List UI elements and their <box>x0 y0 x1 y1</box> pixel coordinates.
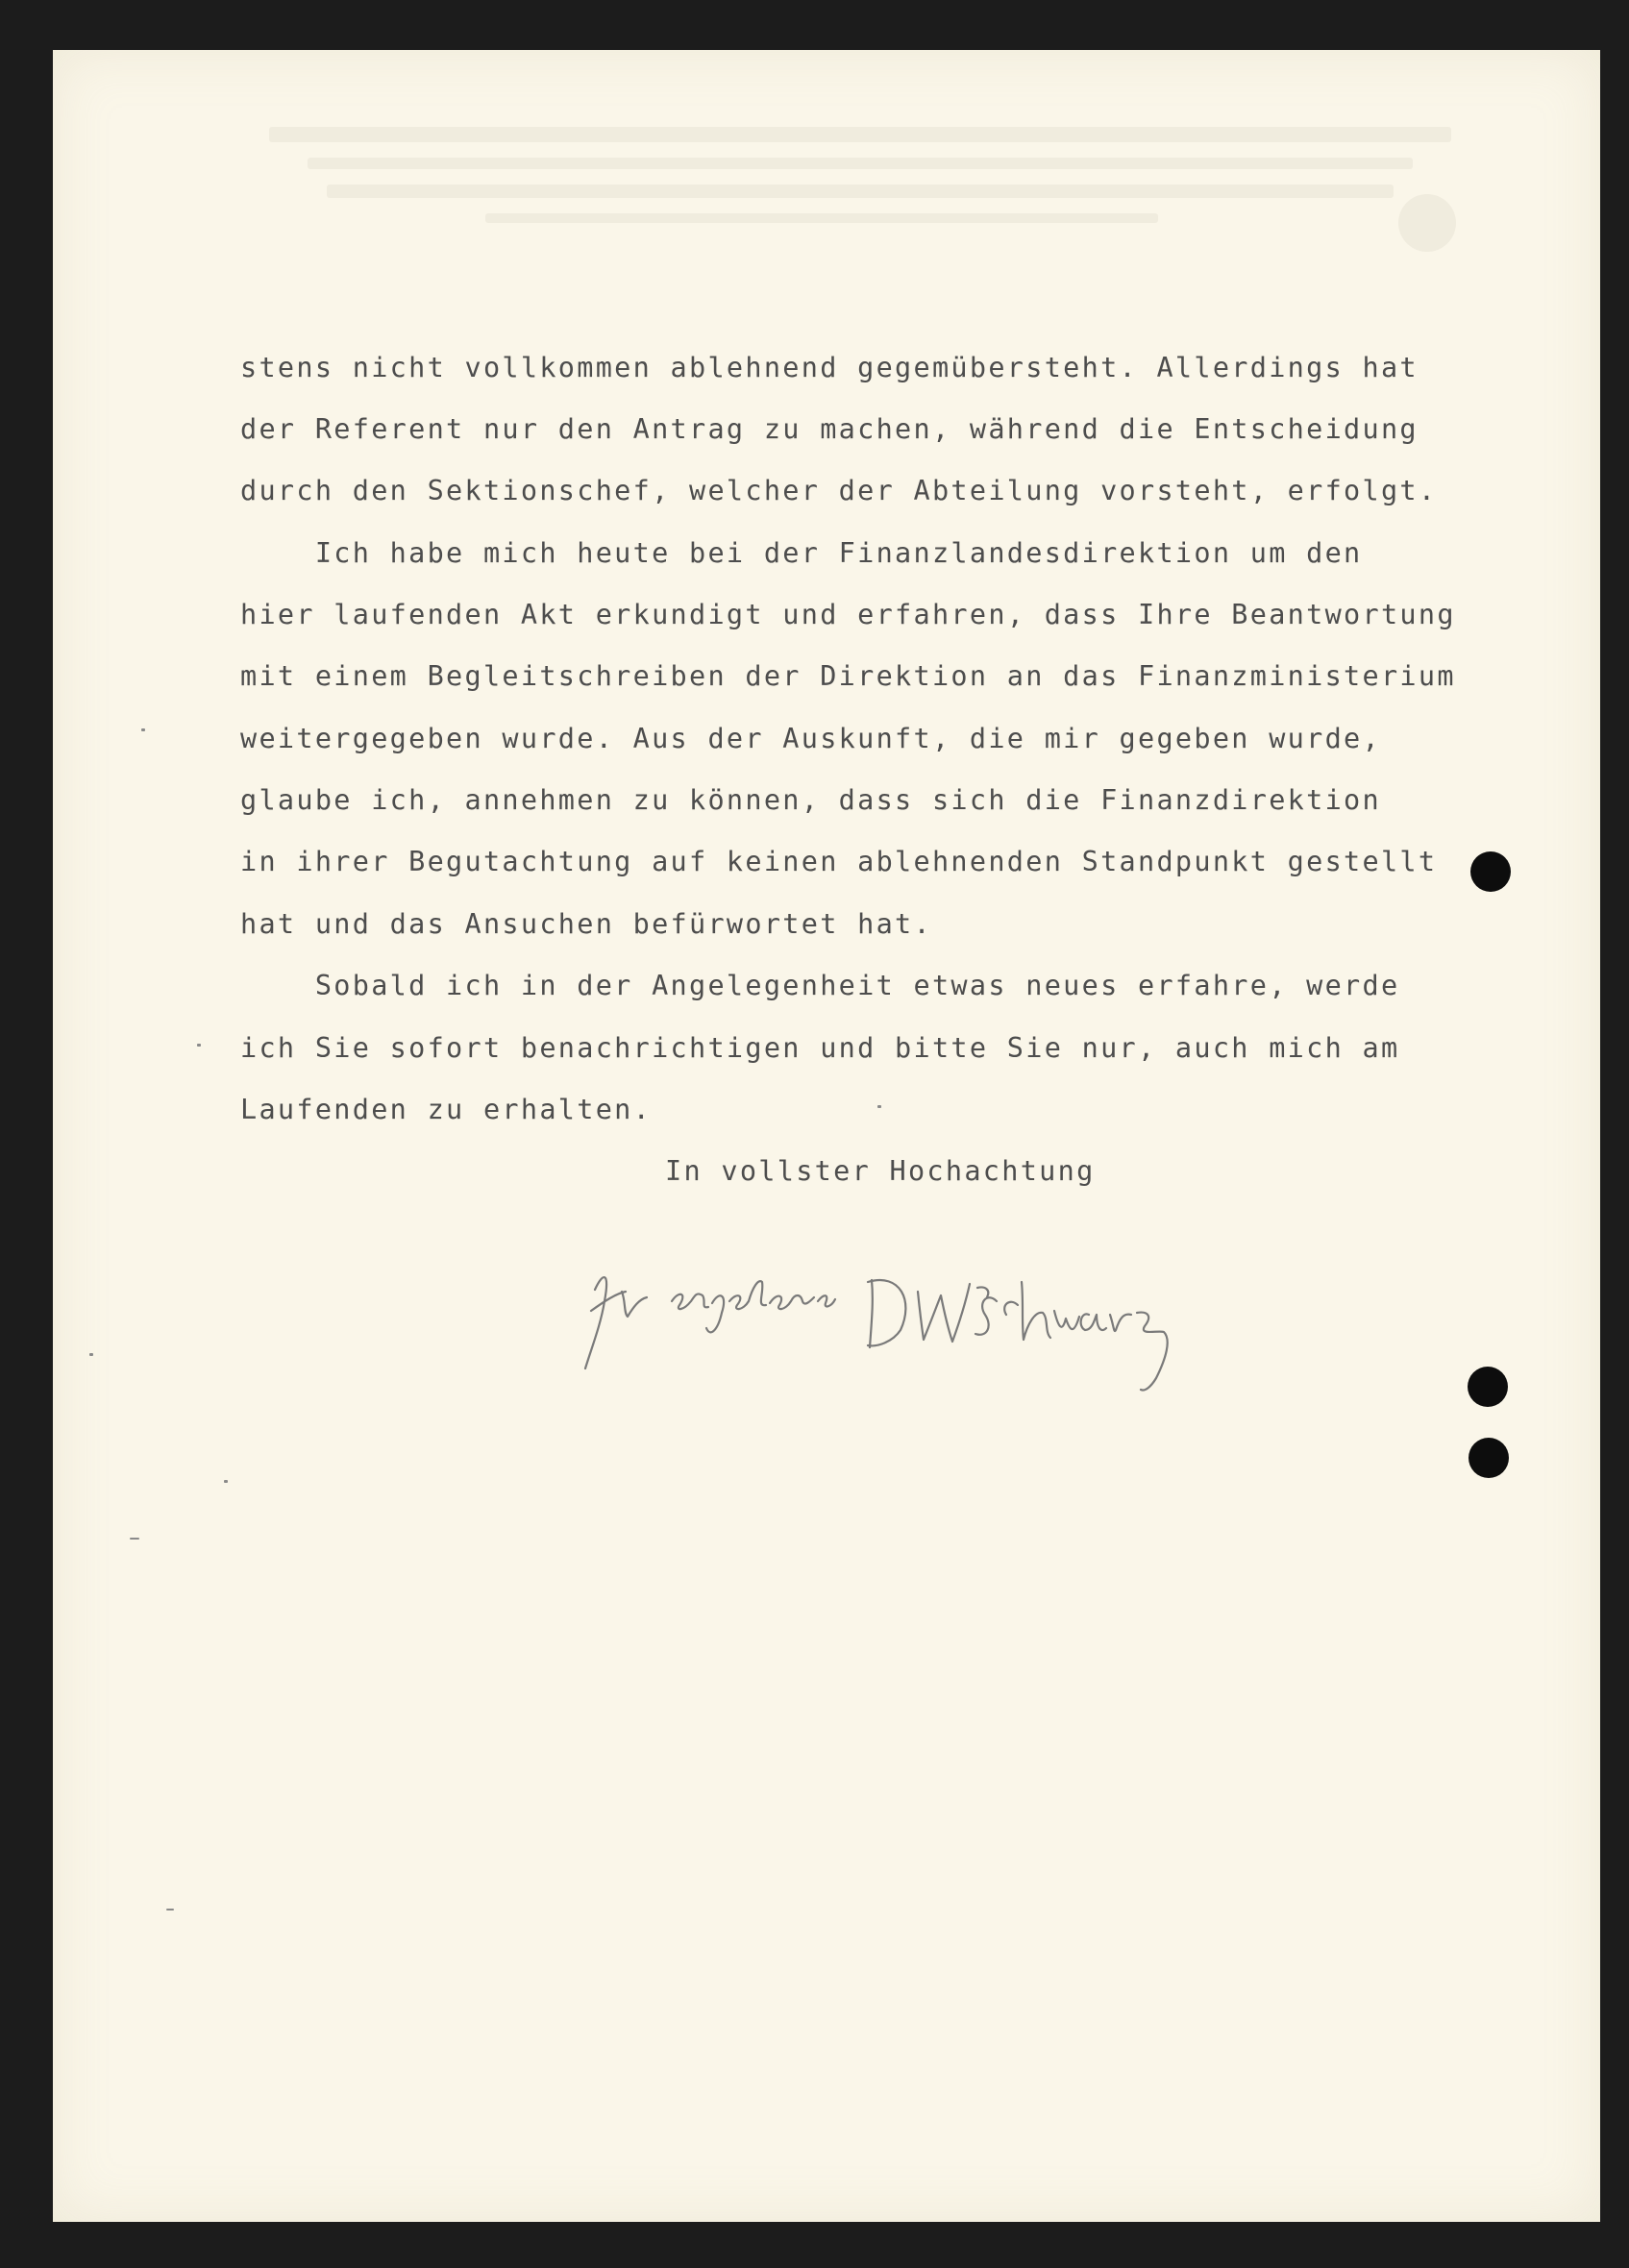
body-line: durch den Sektionschef, welcher der Abteilung vorsteht, erfolgt. <box>240 475 1438 506</box>
paper-speck <box>130 1538 139 1540</box>
punch-hole <box>1470 851 1511 892</box>
paper-speck <box>877 1105 881 1108</box>
body-line: der Referent nur den Antrag zu machen, während die Entscheidung <box>240 413 1419 445</box>
paper-speck <box>89 1353 93 1356</box>
body-line: stens nicht vollkommen ablehnend gegemübersteht. Allerdings hat <box>240 352 1419 383</box>
body-line: ich Sie sofort benachrichtigen und bitte Sie nur, auch mich am <box>240 1032 1400 1064</box>
body-line: Ich habe mich heute bei der Finanzlandesdirektion um den <box>240 537 1363 569</box>
punch-hole <box>1469 1438 1509 1478</box>
paper-speck <box>141 728 145 731</box>
body-line: glaube ich, annehmen zu können, dass sich die Finanzdirektion <box>240 784 1381 816</box>
paper-speck <box>166 1909 174 1911</box>
body-line: weitergegeben wurde. Aus der Auskunft, die mir gegeben wurde, <box>240 723 1381 754</box>
letterhead-bleedthrough <box>327 185 1394 198</box>
punch-hole <box>1468 1367 1508 1407</box>
letterhead-bleedthrough <box>485 213 1158 223</box>
paper-speck <box>224 1480 228 1483</box>
letterhead-bleedthrough <box>1398 194 1456 252</box>
body-line: mit einem Begleitschreiben der Direktion an das Finanzministerium <box>240 660 1456 692</box>
body-line: in ihrer Begutachtung auf keinen ablehnenden Standpunkt gestellt <box>240 846 1438 877</box>
body-line: hat und das Ansuchen befürwortet hat. <box>240 908 932 940</box>
letterhead-bleedthrough <box>269 127 1451 142</box>
body-line: Laufenden zu erhalten. <box>240 1094 653 1125</box>
body-line: hier laufenden Akt erkundigt und erfahren, dass Ihre Beantwortung <box>240 599 1456 630</box>
letterhead-bleedthrough <box>308 158 1413 169</box>
document-page <box>53 50 1600 2222</box>
handwritten-signature <box>583 1234 1256 1397</box>
paper-speck <box>197 1044 201 1047</box>
body-line: Sobald ich in der Angelegenheit etwas neues erfahre, werde <box>240 970 1400 1001</box>
closing-line: In vollster Hochachtung <box>665 1155 1096 1187</box>
